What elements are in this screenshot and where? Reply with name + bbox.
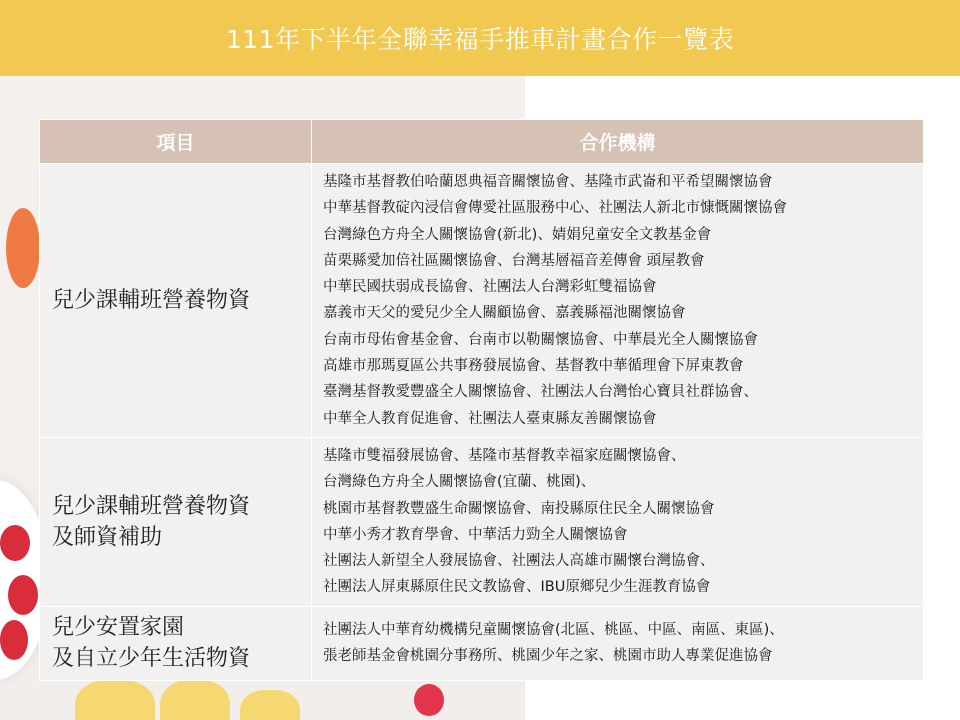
organization-line: 社團法人中華育幼機構兒童關懷協會(北區、桃區、中區、南區、東區)、	[323, 621, 784, 638]
banana-decoration	[240, 690, 300, 720]
item-cell	[40, 606, 312, 680]
item-label: 兒少課輔班營養物資	[52, 287, 251, 313]
item-label: 兒少課輔班營養物資 及師資補助	[52, 493, 251, 550]
organization-line: 苗栗縣愛加倍社區關懷協會、台灣基層福音差傳會 頭屋教會	[323, 252, 705, 269]
organization-line: 中華民國扶弱成長協會、社團法人台灣彩虹雙福協會	[323, 279, 657, 296]
table-row	[40, 606, 924, 680]
banana-decoration	[75, 680, 155, 720]
raspberry-decoration	[0, 525, 30, 561]
banana-decoration	[160, 680, 230, 720]
item-cell	[40, 164, 312, 438]
organization-line: 台灣綠色方舟全人關懷協會(宜蘭、桃園)、	[323, 474, 596, 491]
title-bar	[0, 0, 960, 76]
organizations-cell	[312, 606, 924, 680]
organization-line: 嘉義市天父的愛兒少全人關顧協會、嘉義縣福池關懷協會	[323, 305, 686, 322]
table-header-row	[40, 120, 924, 164]
organization-line: 張老師基金會桃園分事務所、桃園少年之家、桃園市助人專業促進協會	[323, 648, 773, 665]
organization-line: 基隆市雙福發展協會、基隆市基督教幸福家庭關懷協會、	[323, 447, 686, 464]
organization-line: 高雄市那瑪夏區公共事務發展協會、基督教中華循理會下屏東教會	[323, 358, 744, 375]
raspberry-decoration	[414, 684, 444, 716]
organization-line: 台南市母佑會基金會、台南市以勒關懷協會、中華晨光全人關懷協會	[323, 331, 758, 348]
organizations-cell	[312, 437, 924, 606]
item-label: 兒少安置家園 及自立少年生活物資	[52, 615, 251, 672]
header-item: 項目	[40, 120, 312, 164]
organization-line: 中華基督教碇內浸信會傳愛社區服務中心、社團法人新北市慷慨關懷協會	[323, 200, 787, 217]
organization-line: 中華小秀才教育學會、中華活力勁全人關懷協會	[323, 526, 628, 543]
raspberry-decoration	[8, 575, 38, 615]
page-title: 111年下半年全聯幸福手推車計畫合作一覽表	[225, 25, 735, 54]
organizations-cell	[312, 164, 924, 438]
organization-line: 社團法人屏東縣原住民文教協會、IBU原鄉兒少生涯教育協會	[323, 579, 711, 596]
header-organizations: 合作機構	[312, 120, 924, 164]
organization-line: 桃園市基督教豐盛生命關懷協會、南投縣原住民全人關懷協會	[323, 500, 715, 517]
cooperation-table	[39, 119, 924, 681]
organization-line: 基隆市基督教伯哈蘭恩典福音關懷協會、基隆市武崙和平希望關懷協會	[323, 174, 773, 190]
table-row	[40, 164, 924, 438]
item-cell	[40, 437, 312, 606]
organization-line: 中華全人教育促進會、社團法人臺東縣友善關懷協會	[323, 410, 657, 427]
organization-line: 臺灣基督教愛豐盛全人關懷協會、社團法人台灣怡心寶貝社群協會、	[323, 384, 758, 401]
raspberry-decoration	[0, 620, 28, 660]
organization-line: 社團法人新望全人發展協會、社團法人高雄市關懷台灣協會、	[323, 553, 715, 570]
table-row	[40, 437, 924, 606]
orange-fruit-decoration	[6, 208, 40, 288]
organization-line: 台灣綠色方舟全人關懷協會(新北)、婧娟兒童安全文教基金會	[323, 226, 712, 243]
